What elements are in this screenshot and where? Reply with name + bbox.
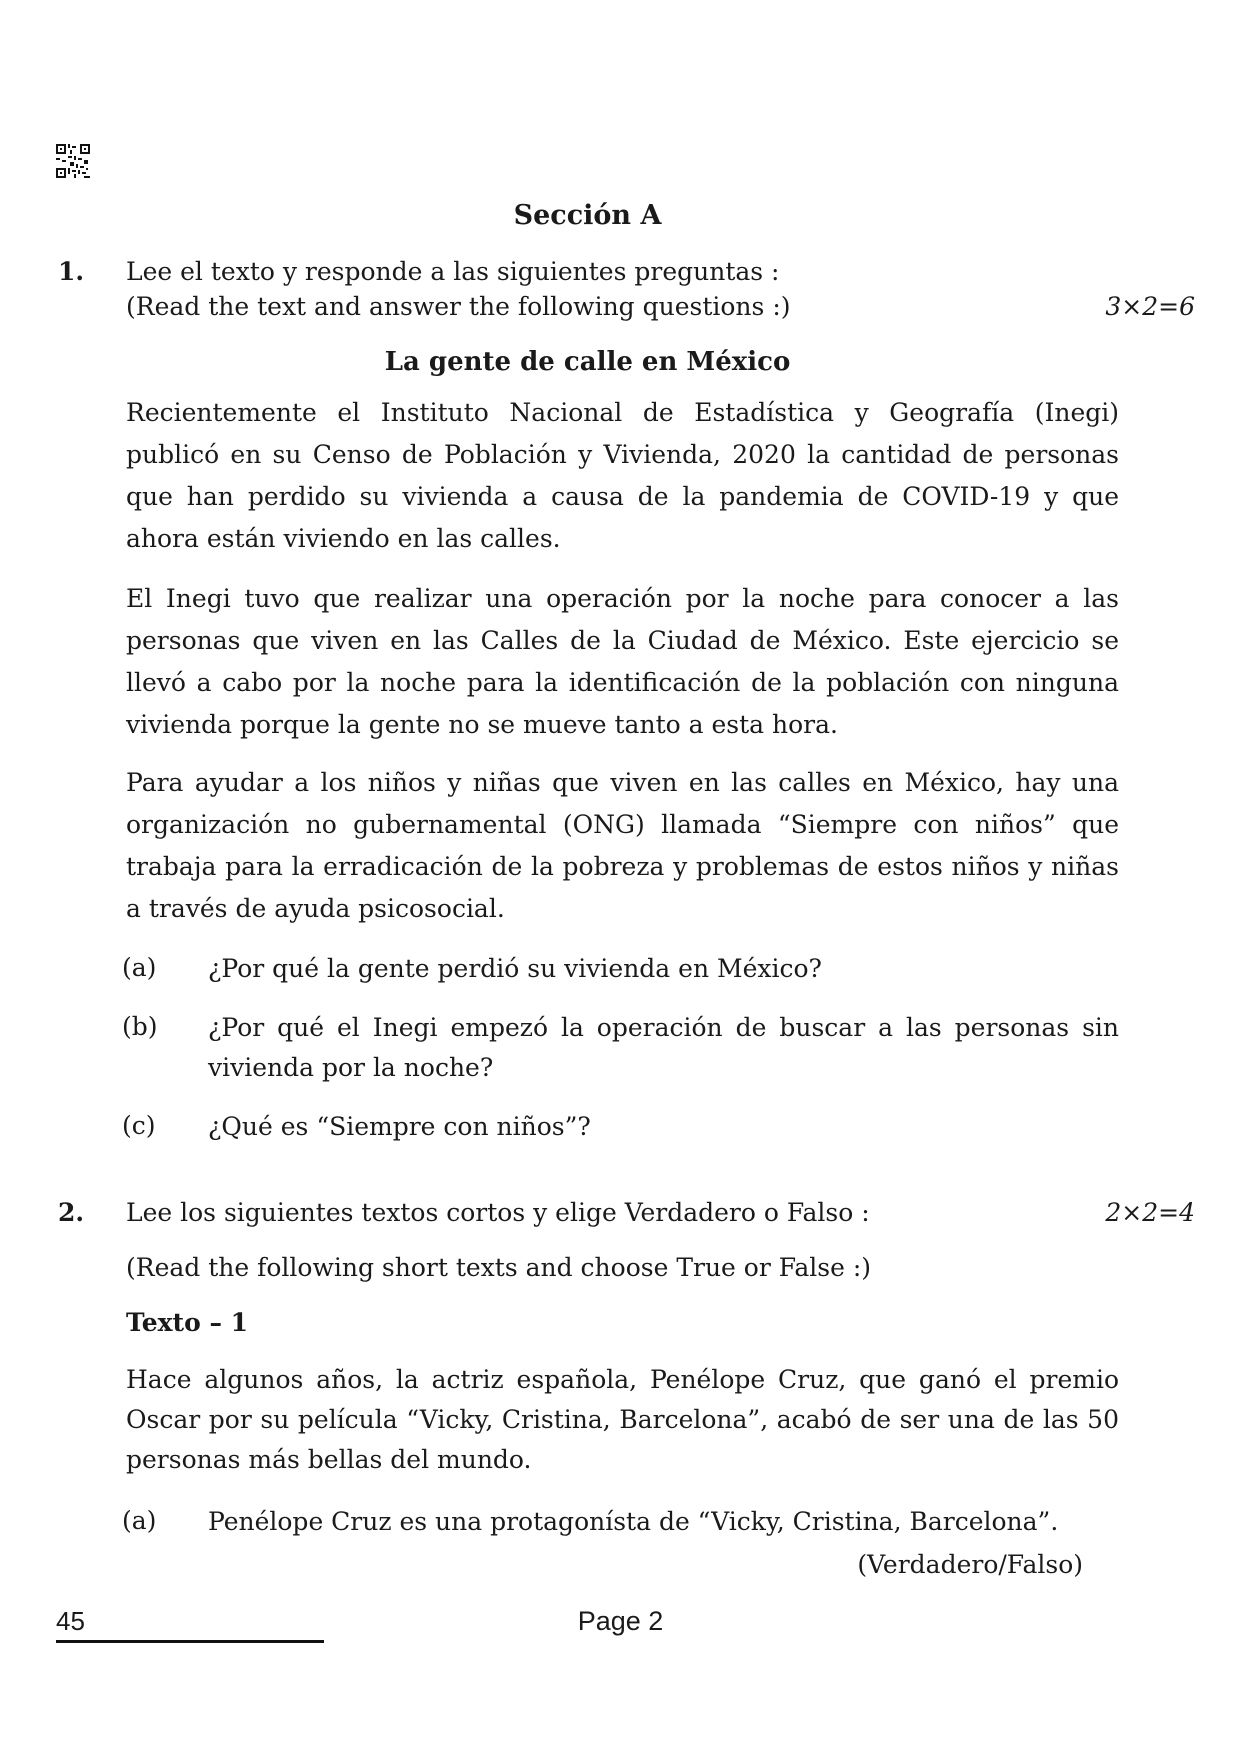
question-1b-text: ¿Por qué el Inegi empezó la operación de buscar a las personas sin vivienda por la noche?	[208, 1013, 1119, 1082]
question-1-marks: 3×2=6	[1105, 292, 1195, 321]
question-1b-letter: (b)	[122, 1012, 158, 1041]
question-1-number: 1.	[58, 257, 85, 286]
question-1c-letter: (c)	[122, 1111, 156, 1140]
footer-code: 45	[56, 1606, 85, 1636]
texto-1-paragraph: Hace algunos años, la actriz española, Penélope Cruz, que ganó el premio Oscar por su película “Vicky, Cristina, Barcelona”, acabó de ser una de las 50 personas más bellas del mundo.	[126, 1365, 1119, 1474]
question-2a-text: Penélope Cruz es una protagonísta de “Vicky, Cristina, Barcelona”.	[208, 1507, 1059, 1536]
question-2-instruction-es: Lee los siguientes textos cortos y elige Verdadero o Falso :	[126, 1198, 870, 1227]
question-1a-text: ¿Por qué la gente perdió su vivienda en México?	[208, 954, 822, 983]
passage-paragraph-2: El Inegi tuvo que realizar una operación por la noche para conocer a las personas que viven en las Calles de la Ciudad de México. Este ejercicio se llevó a cabo por la noche para la identificación de la población con ninguna vivienda porque la gente no se mueve tanto a esta hora.	[126, 584, 1119, 739]
page-number: Page 2	[577, 1606, 664, 1636]
question-2-marks: 2×2=4	[1105, 1198, 1195, 1227]
question-1c-text: ¿Qué es “Siempre con niños”?	[208, 1112, 591, 1141]
section-title: Sección A	[513, 200, 662, 231]
qr-code-icon	[56, 144, 90, 178]
question-2-instruction-en: (Read the following short texts and choose True or False :)	[126, 1253, 872, 1282]
question-2a-letter: (a)	[122, 1506, 157, 1535]
question-1a-letter: (a)	[122, 953, 157, 982]
true-false-hint: (Verdadero/Falso)	[857, 1550, 1083, 1579]
passage-paragraph-3: Para ayudar a los niños y niñas que viven en las calles en México, hay una organización no gubernamental (ONG) llamada “Siempre con niños” que trabaja para la erradicación de la pobreza y problemas de estos niños y niñas a través de ayuda psicosocial.	[126, 768, 1119, 923]
passage-paragraph-1: Recientemente el Instituto Nacional de Estadística y Geografía (Inegi) publicó en su Censo de Población y Vivienda, 2020 la cantidad de personas que han perdido su vivienda a causa de la pandemia de COVID-19 y que ahora están viviendo en las calles.	[126, 398, 1119, 553]
passage-title: La gente de calle en México	[384, 347, 791, 377]
question-1-instruction-es: Lee el texto y responde a las siguientes preguntas :	[126, 257, 780, 286]
question-1-instruction-en: (Read the text and answer the following questions :)	[126, 292, 791, 321]
texto-1-label: Texto – 1	[126, 1308, 249, 1337]
question-2-number: 2.	[58, 1198, 85, 1227]
footer-rule	[56, 1640, 324, 1643]
